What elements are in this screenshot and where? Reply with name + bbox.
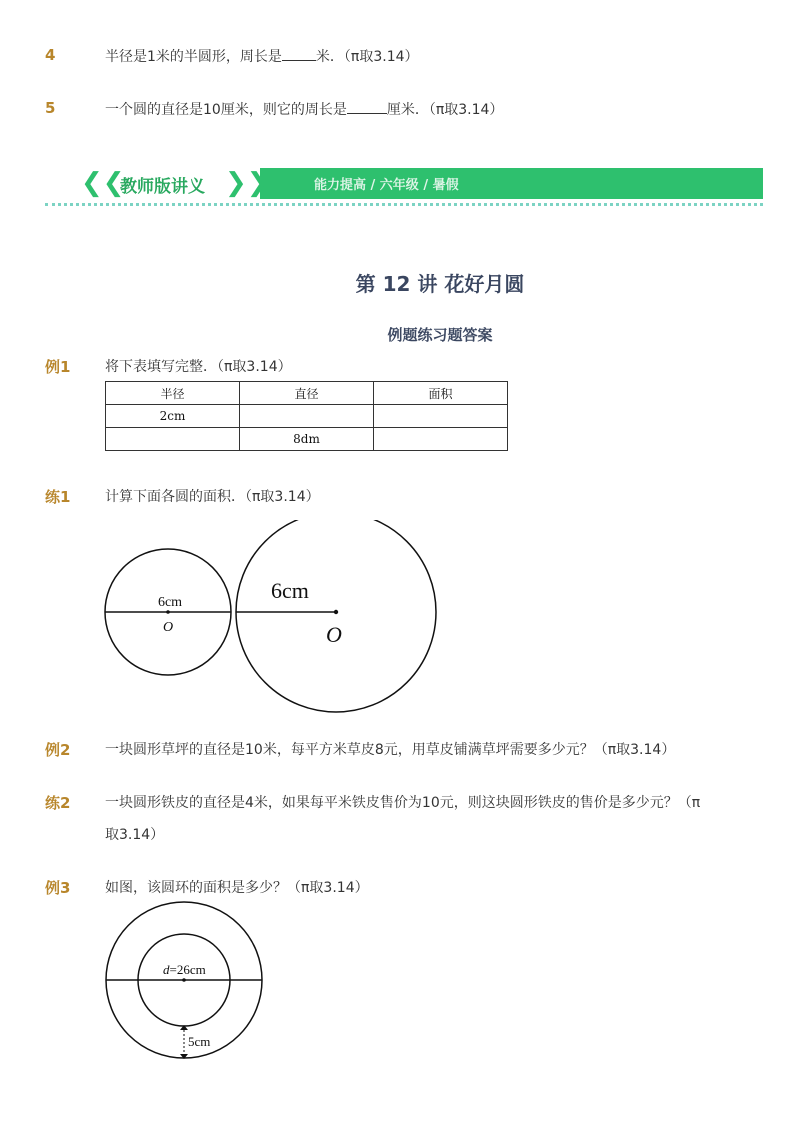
two-circles-figure	[0, 520, 800, 720]
small-circle-center-label: O	[162, 620, 174, 635]
practice-2-text-line1: 一块圆形铁皮的直径是4米，如果每平米铁皮售价为10元，则这块圆形铁皮的售价是多少元？（π	[105, 795, 701, 811]
example-3-text: 如图，该圆环的面积是多少？（π取3.14）	[105, 880, 369, 896]
practice-1-label: 练1	[45, 488, 71, 506]
table-row	[106, 405, 508, 428]
table-header-cell: 直径	[240, 382, 374, 405]
large-circle-label: 6cm	[271, 578, 309, 603]
question-4-text-before: 半径是1米的半圆形，周长是	[105, 49, 282, 65]
table-cell[interactable]	[240, 405, 374, 428]
table-header-cell: 面积	[374, 382, 508, 405]
fill-in-table	[105, 381, 508, 451]
small-circle-center	[166, 610, 170, 614]
ring-figure	[0, 900, 800, 1070]
question-5-text-after: 厘米．（π取3.14）	[386, 102, 504, 118]
example-1-label: 例1	[45, 358, 71, 376]
lecture-title: 第 12 讲 花好月圆	[355, 272, 525, 296]
chevron-left-icon: ❮❮	[81, 168, 125, 198]
question-4-text-after: 米．（π取3.14）	[315, 49, 419, 65]
question-5-text-before: 一个圆的直径是10厘米，则它的周长是	[105, 102, 347, 118]
practice-2-text-line2: 取3.14）	[105, 827, 165, 843]
ring-width-label: 5cm	[188, 1034, 211, 1049]
example-1-text: 将下表填写完整．（π取3.14）	[105, 359, 292, 375]
section-banner	[45, 168, 763, 199]
large-circle	[236, 520, 436, 712]
ring-center	[182, 978, 186, 982]
table-cell[interactable]: 2cm	[106, 405, 240, 428]
dotted-divider	[45, 203, 763, 206]
answer-blank[interactable]	[282, 46, 316, 61]
answer-blank[interactable]	[347, 99, 387, 114]
question-number-4: 4	[45, 46, 56, 64]
banner-breadcrumb: 能力提高 / 六年级 / 暑假	[314, 178, 459, 193]
question-5-text	[105, 99, 503, 119]
practice-2-label: 练2	[45, 794, 71, 812]
diameter-variable: d	[163, 962, 170, 977]
chevron-right-icon: ❯❯	[225, 168, 269, 198]
ring-diameter-label	[163, 962, 206, 977]
large-circle-center	[334, 610, 338, 614]
example-3-label: 例3	[45, 879, 71, 897]
table-header-cell: 半径	[106, 382, 240, 405]
banner-title: 教师版讲义	[120, 177, 205, 197]
large-circle-center-label: O	[326, 622, 342, 647]
practice-1-text: 计算下面各圆的面积．（π取3.14）	[105, 489, 320, 505]
small-circle-label: 6cm	[157, 595, 183, 610]
table-cell[interactable]	[374, 405, 508, 428]
table-cell[interactable]	[106, 428, 240, 451]
question-number-5: 5	[45, 99, 56, 117]
diameter-value: =26cm	[169, 962, 206, 977]
table-cell[interactable]: 8dm	[240, 428, 374, 451]
table-header-row	[106, 382, 508, 405]
example-2-label: 例2	[45, 741, 71, 759]
question-4-text	[105, 46, 419, 66]
table-row	[106, 428, 508, 451]
lecture-subtitle: 例题练习题答案	[387, 326, 493, 344]
table-cell[interactable]	[374, 428, 508, 451]
example-2-text: 一块圆形草坪的直径是10米，每平方米草皮8元，用草皮铺满草坪需要多少元？（π取3.14）	[105, 742, 676, 758]
